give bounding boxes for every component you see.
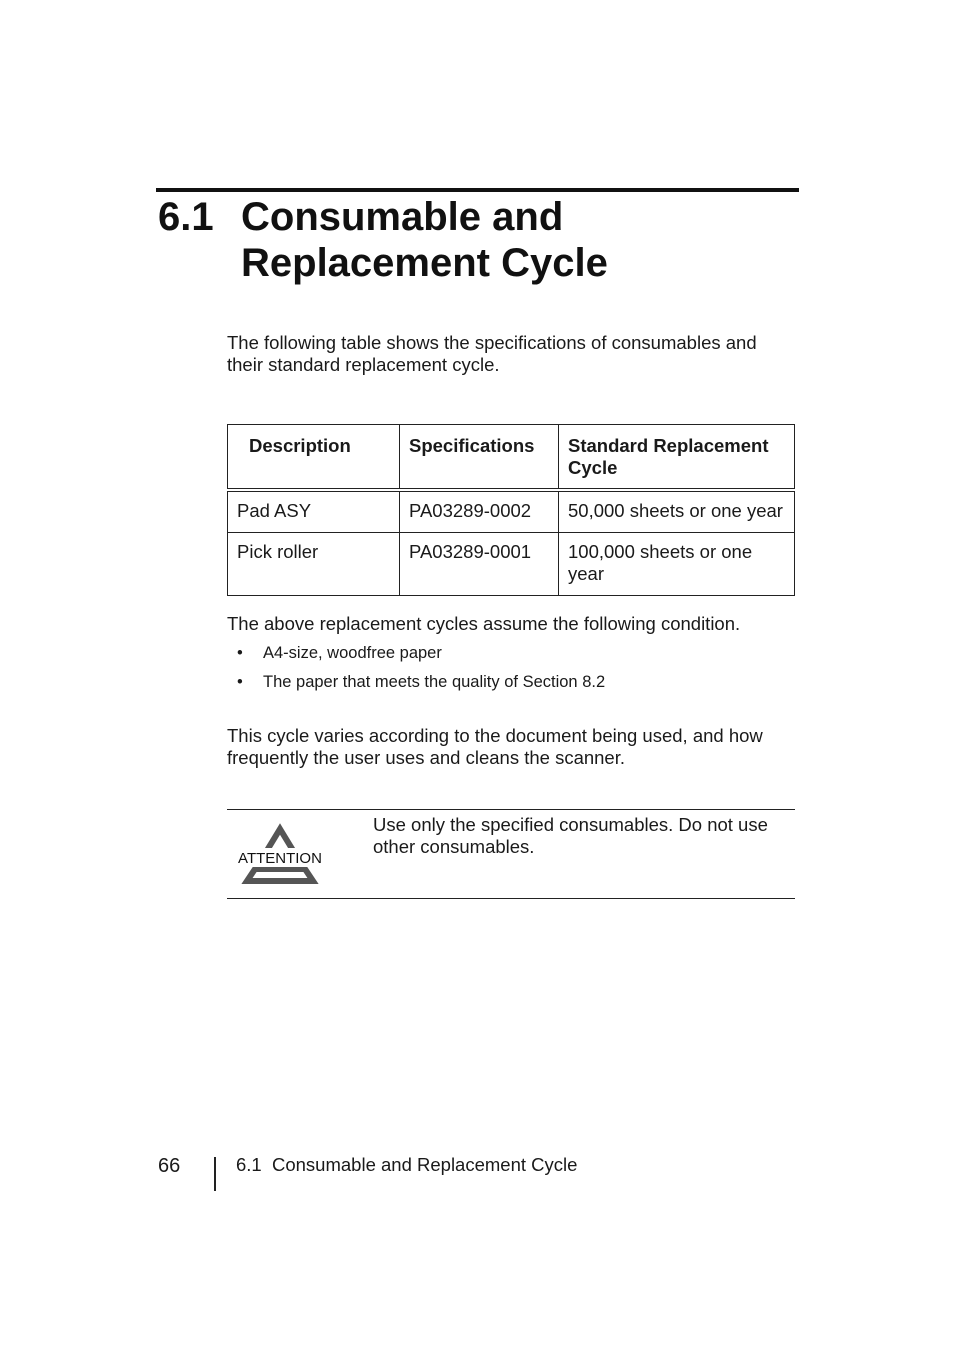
attention-box [227, 809, 795, 899]
running-head-text: 6.1 Consumable and Replacement Cycle [236, 1154, 578, 1175]
footer-divider [214, 1157, 216, 1191]
title-rule [156, 188, 799, 192]
list-item-text: The paper that meets the quality of Section 8.2 [263, 673, 606, 691]
column-header-replacement-cycle: Standard Replacement Cycle [559, 425, 795, 491]
list-item-text: A4-size, woodfree paper [263, 644, 442, 662]
table-header-row [228, 425, 795, 491]
table-cell-description: Pick roller [228, 533, 400, 596]
list-item [227, 643, 605, 663]
table-row [228, 533, 795, 596]
consumables-table [227, 424, 795, 596]
column-header-description: Description [228, 425, 400, 491]
table-row [228, 490, 795, 533]
table-cell-specification: PA03289-0002 [400, 490, 559, 533]
cycle-varies-paragraph: This cycle varies according to the document being used, and how frequently the user uses and cleans the scanner. [227, 725, 763, 768]
attention-label: ATTENTION [238, 850, 322, 867]
attention-message: Use only the specified consumables. Do not use other consumables. [373, 814, 768, 857]
list-item [227, 672, 605, 692]
condition-paragraph: The above replacement cycles assume the following condition. [227, 613, 741, 634]
section-number: 6.1 [158, 195, 214, 239]
column-header-specifications: Specifications [400, 425, 559, 491]
table-cell-cycle: 100,000 sheets or one year [559, 533, 795, 596]
table-cell-specification: PA03289-0001 [400, 533, 559, 596]
intro-paragraph: The following table shows the specifications of consumables and their standard replacement cycle. [227, 332, 757, 375]
bullet-icon: • [237, 673, 243, 691]
condition-list [227, 643, 605, 701]
table-cell-description: Pad ASY [228, 490, 400, 533]
running-head [236, 1154, 577, 1176]
table-cell-cycle: 50,000 sheets or one year [559, 490, 795, 533]
page-number: 66 [158, 1155, 181, 1177]
page-title: Consumable and Replacement Cycle [241, 195, 608, 285]
warning-triangle-icon [235, 823, 325, 885]
bullet-icon: • [237, 644, 243, 662]
